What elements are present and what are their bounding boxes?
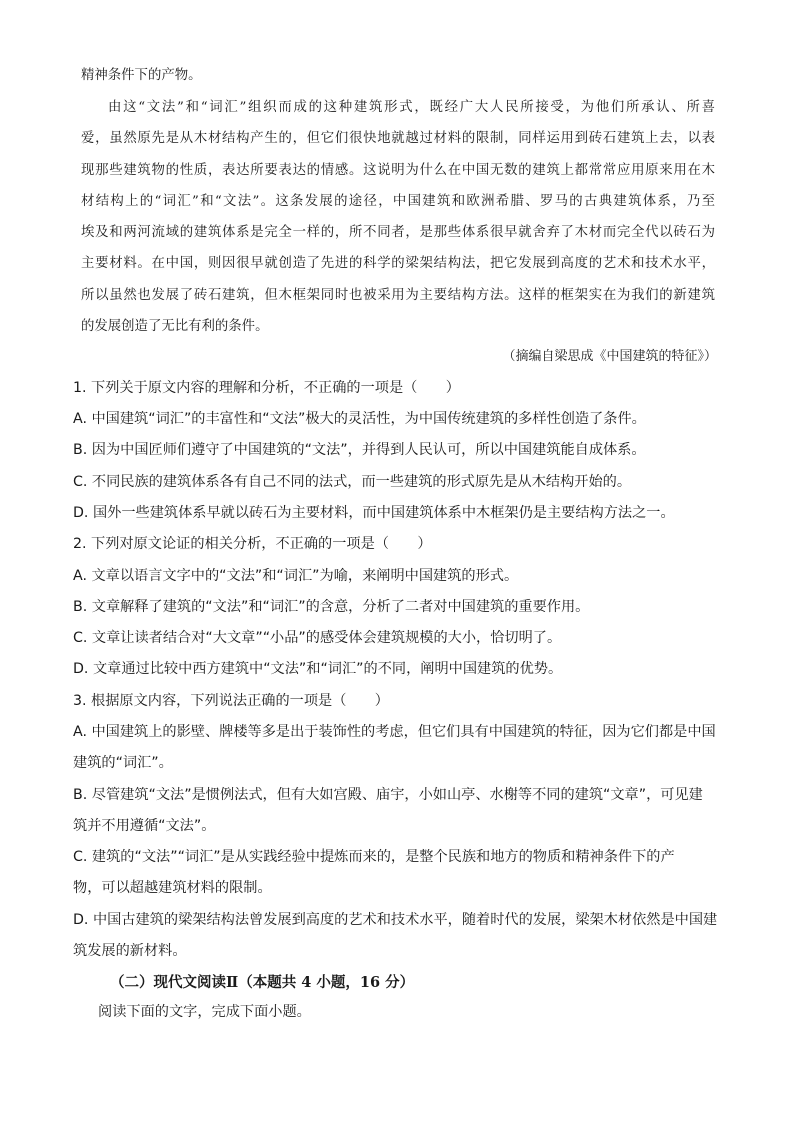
passage-line: 的发展创造了无比有利的条件。 — [81, 319, 269, 335]
question-1-option-a: A. 中国建筑“词汇”的丰富性和“文法”极大的灵活性，为中国传统建筑的多样性创造了条件。 — [73, 411, 646, 427]
question-3-option-c-line-1: C. 建筑的“文法”“词汇”是从实践经验中提炼而来的，是整个民族和地方的物质和精神条件下的产 — [73, 849, 675, 865]
passage-line: 由这“文法”和“词汇”组织而成的这种建筑形式，既经广大人民所接受，为他们所承认、所喜 — [108, 100, 715, 115]
passage-line: 埃及和两河流域的建筑体系是完全一样的，所不同者，是那些体系很早就舍弃了木材而完全代以砖石为 — [81, 225, 715, 241]
section-instruction: 阅读下面的文字，完成下面小题。 — [98, 1004, 311, 1020]
passage-citation: （摘编自梁思成《中国建筑的特征》） — [502, 349, 717, 364]
question-1-option-d: D. 国外一些建筑体系早就以砖石为主要材料，而中国建筑体系中木框架仍是主要结构方法之一。 — [73, 505, 675, 521]
question-3-option-a-line-2: 建筑的“词汇”。 — [73, 755, 173, 771]
question-3-stem: 3. 根据原文内容，下列说法正确的一项是（ ） — [73, 693, 389, 709]
passage-line: 爱，虽然原先是从木材结构产生的，但它们很快地就越过材料的限制，同样运用到砖石建筑上去，以表 — [81, 131, 715, 147]
passage-line: 材结构上的“词汇”和“文法”。这条发展的途径，中国建筑和欧洲希腊、罗马的古典建筑体系，乃至 — [81, 193, 715, 209]
question-1-stem: 1. 下列关于原文内容的理解和分析，不正确的一项是（ ） — [73, 380, 460, 396]
question-1-option-c: C. 不同民族的建筑体系各有自己不同的法式，而一些建筑的形式原先是从木结构开始的。 — [73, 474, 632, 490]
question-2-option-d: D. 文章通过比较中西方建筑中“文法”和“词汇”的不同，阐明中国建筑的优势。 — [73, 661, 563, 677]
passage-line: 主要材料。在中国，则因很早就创造了先进的科学的梁架结构法，把它发展到高度的艺术和技术水平， — [81, 256, 715, 272]
passage-line: 现那些建筑物的性质，表达所要表达的情感。这说明为什么在中国无数的建筑上都常常应用原来用在木 — [81, 162, 715, 178]
question-3-option-b-line-2: 筑并不用遵循“文法”。 — [73, 818, 216, 834]
passage-first-line — [81, 60, 715, 91]
question-3-option-c-line-2: 物，可以超越建筑材料的限制。 — [73, 880, 272, 896]
passage-paragraph-2 — [81, 92, 715, 342]
question-2-option-b: B. 文章解释了建筑的“文法”和“词汇”的含意，分析了二者对中国建筑的重要作用。 — [73, 599, 590, 615]
question-3-option-b-line-1: B. 尽管建筑“文法”是惯例法式，但有大如宫殿、庙宇，小如山亭、水榭等不同的建筑“文章”，可见建 — [73, 787, 703, 803]
passage-line: 精神条件下的产物。 — [81, 68, 202, 83]
question-2-stem: 2. 下列对原文论证的相关分析，不正确的一项是（ ） — [73, 536, 432, 552]
question-2-option-a: A. 文章以语言文字中的“文法”和“词汇”为喻，来阐明中国建筑的形式。 — [73, 568, 519, 584]
section-heading: （二）现代文阅读Ⅱ（本题共 4 小题，16 分） — [110, 974, 415, 991]
passage-line: 所以虽然也发展了砖石建筑，但木框架同时也被采用为主要结构方法。这样的框架实在为我们的新建筑 — [81, 287, 715, 303]
question-3-option-a-line-1: A. 中国建筑上的影壁、牌楼等多是出于装饰性的考虑，但它们具有中国建筑的特征，因为它们都是中国 — [73, 724, 716, 740]
question-1-option-b: B. 因为中国匠师们遵守了中国建筑的“文法”，并得到人民认可，所以中国建筑能自成体系。 — [73, 442, 646, 458]
question-3-option-d-line-1: D. 中国古建筑的梁架结构法曾发展到高度的艺术和技术水平，随着时代的发展，梁架木材依然是中国建 — [73, 912, 718, 928]
question-2-option-c: C. 文章让读者结合对“大文章”“小品”的感受体会建筑规模的大小，恰切明了。 — [73, 630, 562, 646]
question-3-option-d-line-2: 筑发展的新材料。 — [73, 943, 187, 959]
